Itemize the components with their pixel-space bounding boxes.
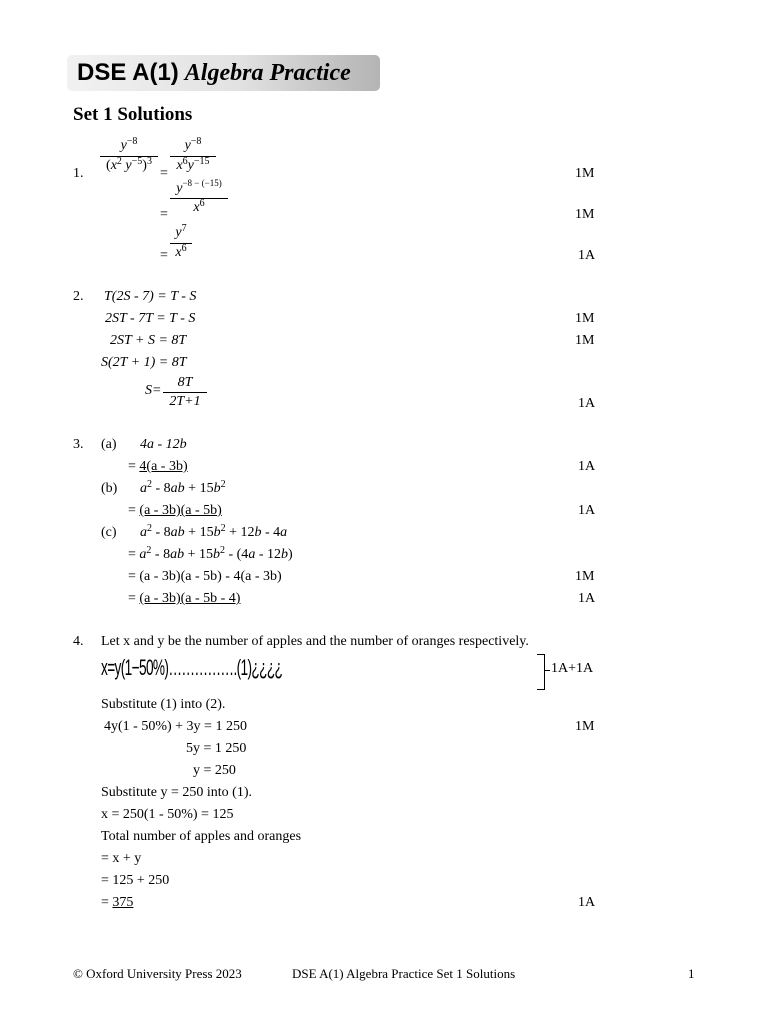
q3-a-answer-line: = 4(a - 3b) xyxy=(128,459,188,474)
q3-b-answer: (a - 3b)(a - 5b) xyxy=(139,503,222,518)
q4-sub1: Substitute (1) into (2). xyxy=(101,697,226,712)
q4-brace xyxy=(537,654,545,690)
q4-brace-tick xyxy=(544,670,550,671)
q2-line-1: T(2S - 7) = T - S xyxy=(104,289,197,304)
q4-sub2: Substitute y = 250 into (1). xyxy=(101,785,253,800)
q2-frac-lhs: S= xyxy=(145,383,162,398)
q4-brace-mark: 1A+1A xyxy=(551,661,594,676)
q1-eq3: = xyxy=(160,248,168,263)
q2-line-4: S(2T + 1) = 8T xyxy=(101,355,187,370)
q2-number: 2. xyxy=(73,289,84,304)
q3-mark-2: 1A xyxy=(578,503,596,518)
page-title xyxy=(77,58,351,88)
q4-intro: Let x and y be the number of apples and the number of oranges respectively. xyxy=(101,634,529,649)
title-sans: DSE A(1) xyxy=(77,59,179,86)
q1-frac-lhs: $\frac{y^{-8}}{(x^2 y^{-5})^3}$ xyxy=(100,137,158,176)
q3-c-answer-line: = (a - 3b)(a - 5b - 4) xyxy=(128,591,241,606)
set-title: Set 1 Solutions xyxy=(73,104,193,125)
q2-frac-numerator: 8T xyxy=(163,374,207,393)
q4-line-1: 4y(1 - 50%) + 3y = 1 250 xyxy=(104,719,247,734)
footer-doc-title: DSE A(1) Algebra Practice Set 1 Solutions xyxy=(292,966,516,981)
q4-number: 4. xyxy=(73,634,84,649)
q4-equation-text: x=y(1−50%)…………….(1)¿¿¿¿ xyxy=(101,655,283,680)
q2-mark-2: 1M xyxy=(575,333,595,348)
q1-frac-step1: $\frac{y^{-8}}{x^6y^{-15}}$ xyxy=(170,137,216,176)
q3-b-label: (b) xyxy=(101,481,118,496)
q3-c-step1: = $a^2 - 8ab + 15b^2 - (4a - 12b)$ xyxy=(128,545,293,562)
q4-line-5: = x + y xyxy=(101,851,142,866)
q1-mark-2: 1M xyxy=(575,207,595,222)
q3-a-label: (a) xyxy=(101,437,117,452)
q1-number: 1. xyxy=(73,166,84,181)
q1-mark-1: 1M xyxy=(575,166,595,181)
q1-eq1: = xyxy=(160,166,168,181)
q2-mark-1: 1M xyxy=(575,311,595,326)
q3-b-expr: $a^2 - 8ab + 15b^2$ xyxy=(140,479,226,496)
q4-final-eq: = xyxy=(101,895,109,910)
q2-frac-denominator: 2T+1 xyxy=(169,394,201,409)
q3-b-answer-line: = (a - 3b)(a - 5b) xyxy=(128,503,222,518)
q4-final-line xyxy=(101,895,133,911)
q4-line-6: = 125 + 250 xyxy=(101,873,170,888)
q3-mark-3: 1M xyxy=(575,569,595,584)
q3-a-answer: 4(a - 3b) xyxy=(139,459,188,474)
q1-mark-3: 1A xyxy=(578,248,596,263)
title-italic: Algebra Practice xyxy=(184,60,351,86)
q3-c-label: (c) xyxy=(101,525,117,540)
q4-mark-1: 1M xyxy=(575,719,595,734)
q3-mark-4: 1A xyxy=(578,591,596,606)
q3-number: 3. xyxy=(73,437,84,452)
q3-c-step2: = (a - 3b)(a - 5b) - 4(a - 3b) xyxy=(128,569,282,584)
q3-mark-1: 1A xyxy=(578,459,596,474)
q4-line-2: 5y = 1 250 xyxy=(186,741,247,756)
q2-mark-3: 1A xyxy=(578,396,596,411)
q2-line-3: 2ST + S = 8T xyxy=(110,333,187,348)
q4-mark-2: 1A xyxy=(578,895,596,910)
q4-line-3: y = 250 xyxy=(193,763,236,778)
q4-line-4: x = 250(1 - 50%) = 125 xyxy=(101,807,234,822)
q4-equation-broken xyxy=(101,655,282,681)
q3-c-expr: $a^2 - 8ab + 15b^2 + 12b - 4a$ xyxy=(140,523,288,540)
q1-frac-step2: $\frac{y^{-8 - (-15)}}{x^6}$ xyxy=(170,180,228,218)
q2-frac-answer xyxy=(163,374,207,411)
q3-a-expr: 4a - 12b xyxy=(140,437,187,452)
footer-copyright: © Oxford University Press 2023 xyxy=(73,966,242,981)
q2-line-2: 2ST - 7T = T - S xyxy=(105,311,196,326)
q3-c-answer: (a - 3b)(a - 5b - 4) xyxy=(139,591,241,606)
q1-frac-answer: $\frac{y^7}{x^6}$ xyxy=(170,224,192,263)
q4-final-answer: 375 xyxy=(112,895,134,910)
footer-page-number: 1 xyxy=(688,966,695,981)
q4-total-label: Total number of apples and oranges xyxy=(101,829,302,844)
q1-eq2: = xyxy=(160,207,168,222)
